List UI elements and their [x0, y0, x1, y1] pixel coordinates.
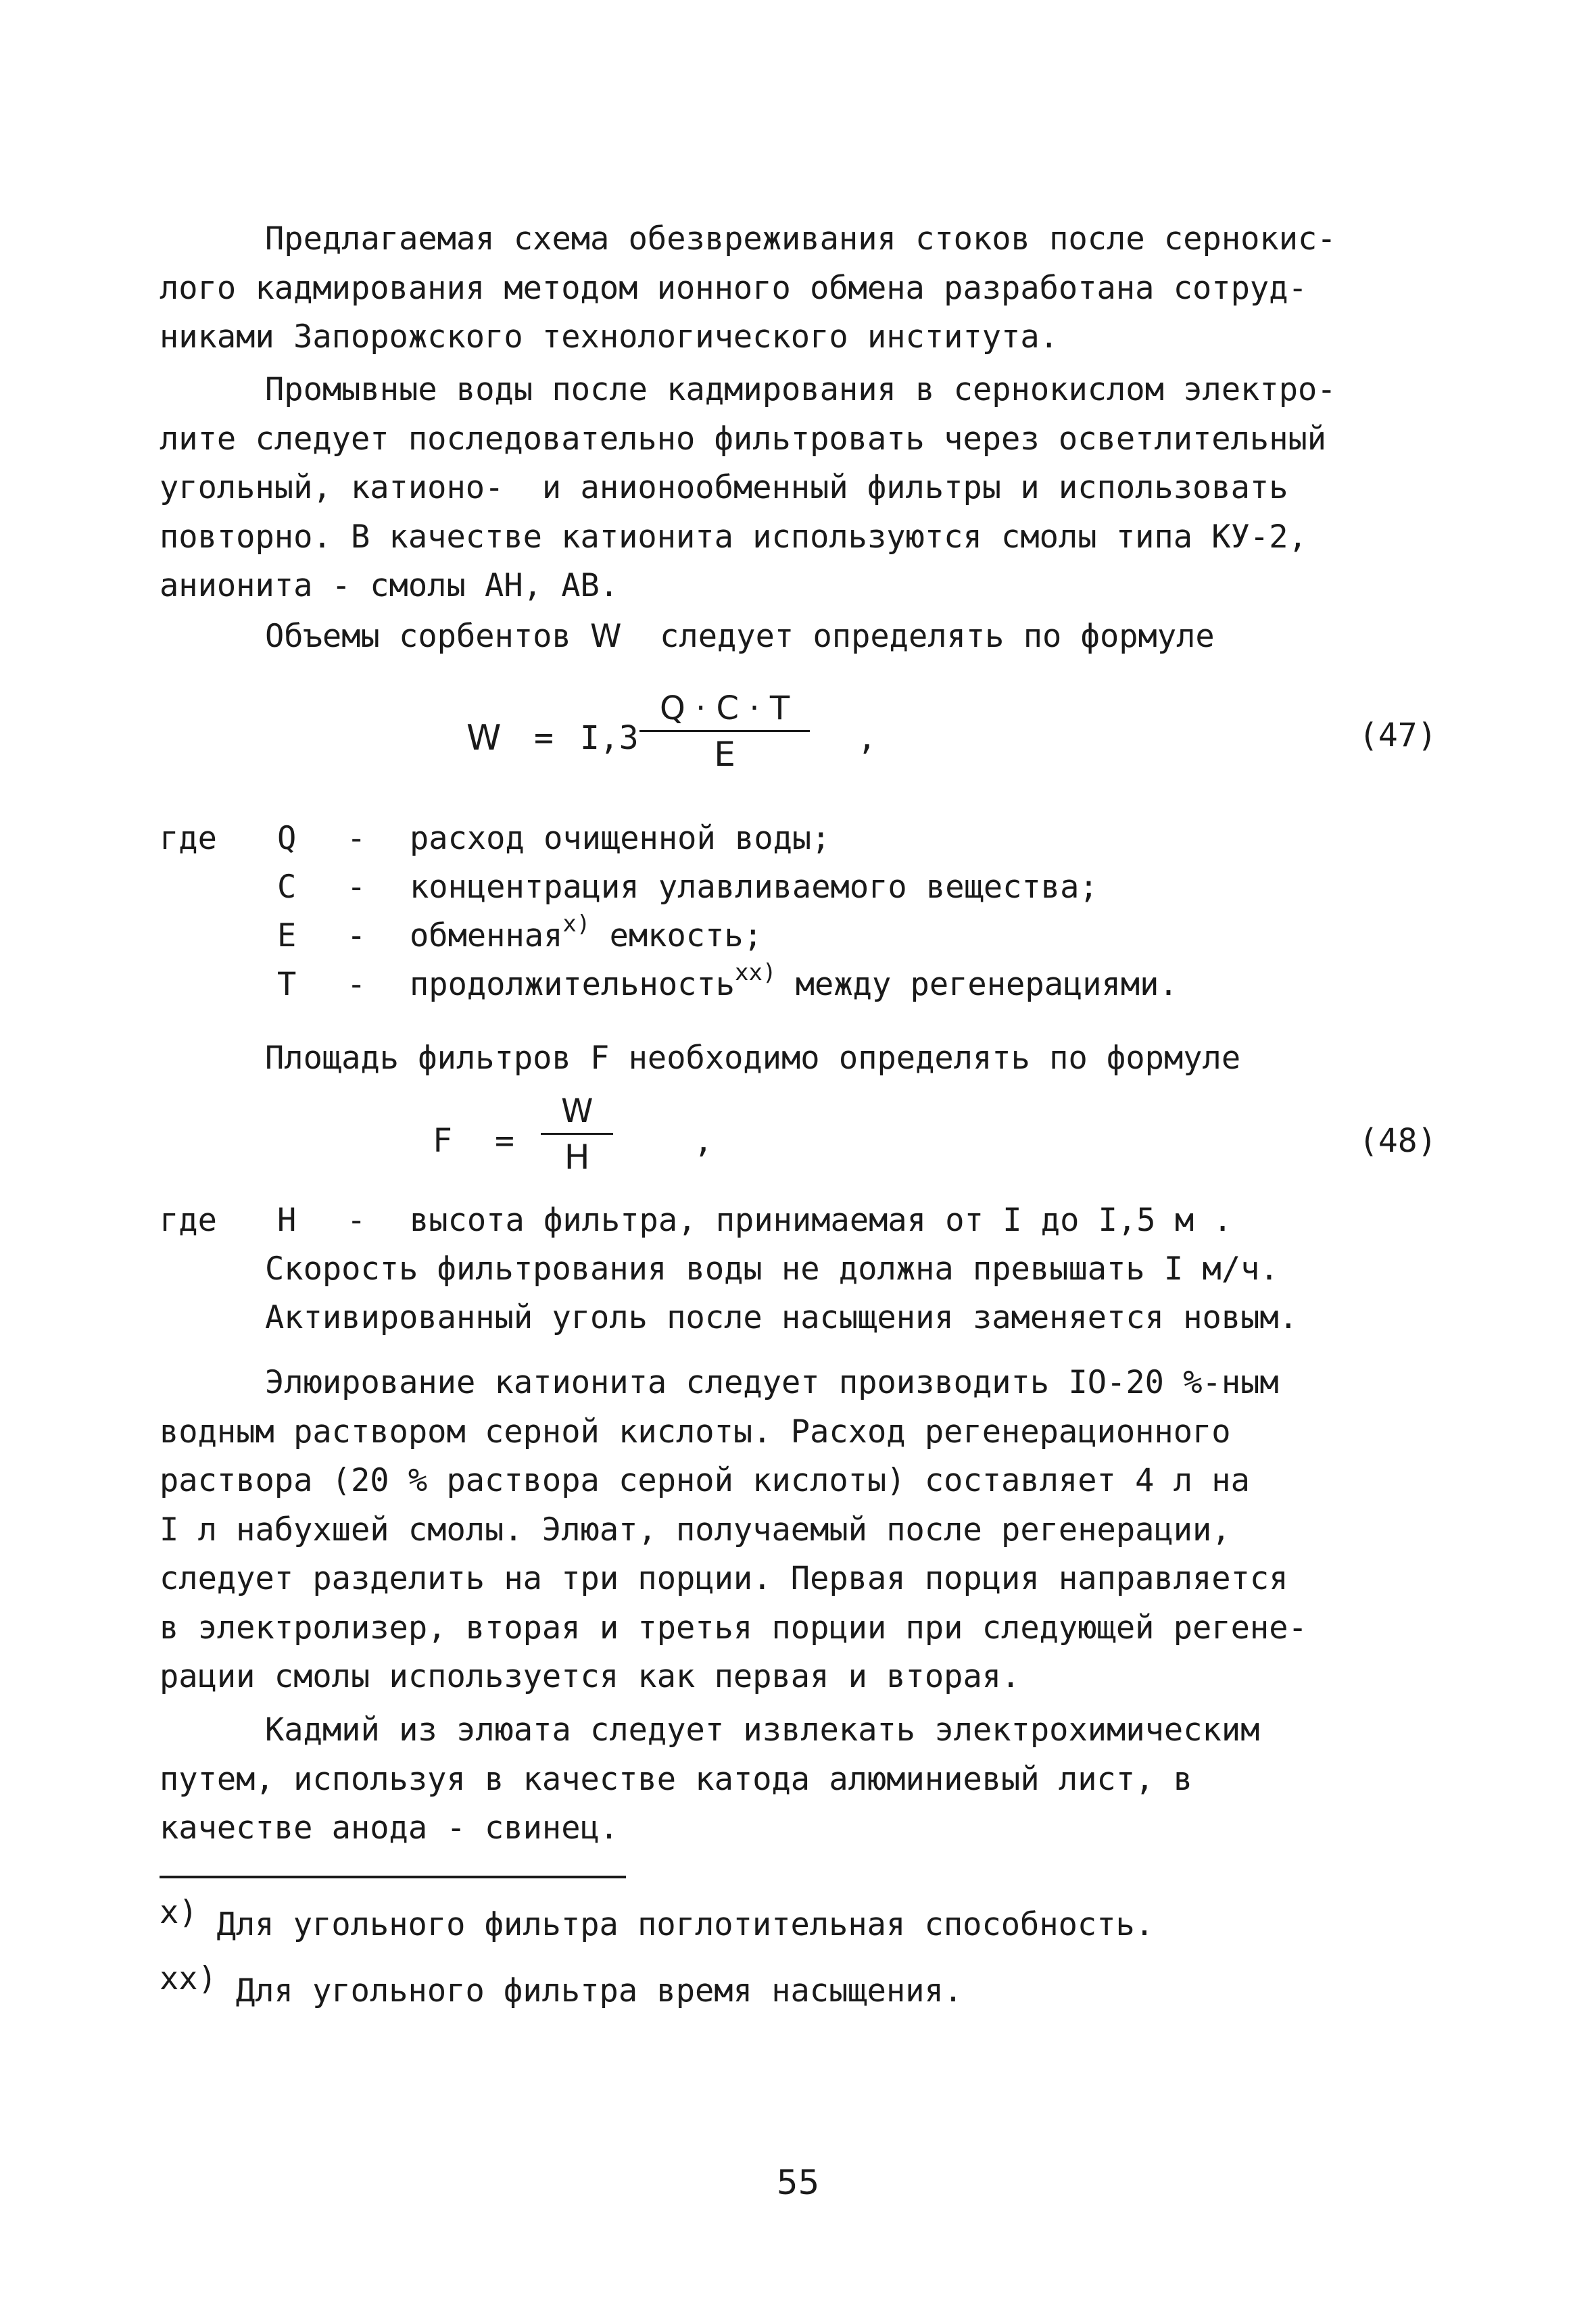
symbol-f: F — [590, 1040, 610, 1077]
formula-eq: = — [534, 719, 554, 757]
text-line: анионита - смолы АН, АВ. — [160, 567, 619, 604]
variable-dash: - — [347, 966, 366, 1003]
text-fragment: между регенерациями. — [776, 966, 1178, 1003]
formula-coef: I,3 — [580, 719, 639, 757]
symbol-w: W — [590, 618, 622, 655]
where-label: где — [160, 820, 217, 857]
text-line: следует разделить на три порции. Первая порция направляется — [160, 1560, 1288, 1597]
fraction-denominator: H — [564, 1138, 590, 1177]
text-line — [160, 612, 1457, 662]
footnote-text: Для угольного фильтра поглотительная способность. — [216, 1906, 1155, 1943]
variable-description — [410, 960, 1178, 1009]
formula-number: (48) — [1359, 1122, 1437, 1160]
variable-dash: - — [347, 820, 366, 857]
text-line — [160, 1034, 1457, 1083]
formula-fraction — [639, 689, 810, 774]
text-fragment: необходимо определять по формуле — [609, 1040, 1241, 1077]
variable-symbol: E — [277, 917, 297, 954]
paragraph-elution — [160, 1359, 1457, 1702]
formula-lhs: F — [433, 1122, 452, 1160]
where-label: где — [160, 1202, 217, 1239]
paragraph-cadmium-recovery — [160, 1706, 1457, 1853]
text-line: Предлагаемая схема обезвреживания стоков после сернокис- — [265, 220, 1336, 258]
paragraph-intro — [160, 215, 1457, 362]
variable-symbol: Q — [277, 820, 297, 857]
formula-comma: , — [694, 1122, 713, 1160]
text-fragment: продолжительность — [410, 966, 735, 1003]
footnote-mark: xx) — [735, 959, 777, 986]
text-line: качестве анода - свинец. — [160, 1809, 619, 1847]
text-fragment: обменная — [410, 917, 563, 954]
text-line: рации смолы используется как первая и вторая. — [160, 1658, 1021, 1695]
formula-lhs: W — [466, 718, 502, 758]
paragraph-sorbent-volume — [160, 612, 1457, 662]
footnote-1 — [160, 1894, 1155, 1943]
footnote-text: Для угольного фильтра время насыщения. — [235, 1972, 963, 2009]
text-line: путем, используя в качестве катода алюминиевый лист, в — [160, 1760, 1193, 1798]
footnote-mark: x) — [562, 910, 591, 937]
text-line: лого кадмирования методом ионного обмена разработана сотруд- — [160, 269, 1307, 307]
footnote-2 — [160, 1960, 963, 2009]
text-line: Промывные воды после кадмирования в сернокислом электро- — [265, 371, 1336, 408]
text-line: раствора (20 % раствора серной кислоты) составляет 4 л на — [160, 1462, 1250, 1499]
variable-description — [410, 912, 763, 960]
text-line: повторно. В качестве катионита используются смолы типа КУ-2, — [160, 518, 1307, 556]
page-number: 55 — [776, 2163, 820, 2202]
variable-description: расход очищенной воды; — [410, 820, 831, 857]
text-line: Кадмий из элюата следует извлекать электрохимическим — [265, 1711, 1260, 1749]
text-line: угольный, катионо- и анионообменный фильтры и использовать — [160, 469, 1288, 506]
text-fragment: следует определять по формуле — [621, 618, 1215, 655]
text-fragment: Объемы сорбентов — [265, 618, 591, 655]
activated-carbon-note: Активированный уголь после насыщения заменяется новым. — [265, 1299, 1299, 1336]
variable-symbol: T — [277, 966, 297, 1003]
fraction-numerator: W — [541, 1092, 613, 1135]
variable-description: высота фильтра, принимаемая от I до I,5 м . — [410, 1202, 1232, 1239]
variable-symbol: C — [277, 869, 297, 906]
formula-fraction — [541, 1092, 613, 1177]
variable-symbol: H — [277, 1202, 297, 1239]
variable-description: концентрация улавливаемого вещества; — [410, 869, 1098, 906]
variable-dash: - — [347, 1202, 366, 1239]
text-line: никами Запорожского технологического института. — [160, 318, 1059, 356]
text-fragment: Площадь фильтров — [265, 1040, 591, 1077]
formula-comma: , — [857, 719, 877, 757]
footnote-mark: x) — [160, 1894, 198, 1931]
footnote-divider — [160, 1876, 626, 1878]
text-line: лите следует последовательно фильтровать через осветлительный — [160, 420, 1327, 458]
text-line: в электролизер, вторая и третья порции при следующей регене- — [160, 1609, 1307, 1647]
fraction-numerator: Q · C · T — [639, 689, 810, 732]
text-line: I л набухшей смолы. Элюат, получаемый после регенерации, — [160, 1511, 1231, 1549]
filtration-speed: Скорость фильтрования воды не должна превышать I м/ч. — [265, 1250, 1279, 1288]
text-line: водным раствором серной кислоты. Расход регенерационного — [160, 1413, 1231, 1451]
paragraph-filter-area — [160, 1034, 1457, 1083]
paragraph-rinse-water — [160, 366, 1457, 611]
fraction-denominator: E — [714, 735, 735, 774]
footnote-mark: xx) — [160, 1960, 217, 1997]
text-fragment: емкость; — [590, 917, 763, 954]
formula-eq: = — [495, 1122, 514, 1160]
text-line: Элюирование катионита следует производить IO-20 %-ным — [265, 1364, 1279, 1401]
variable-dash: - — [347, 917, 366, 954]
formula-number: (47) — [1359, 716, 1437, 754]
variable-dash: - — [347, 869, 366, 906]
